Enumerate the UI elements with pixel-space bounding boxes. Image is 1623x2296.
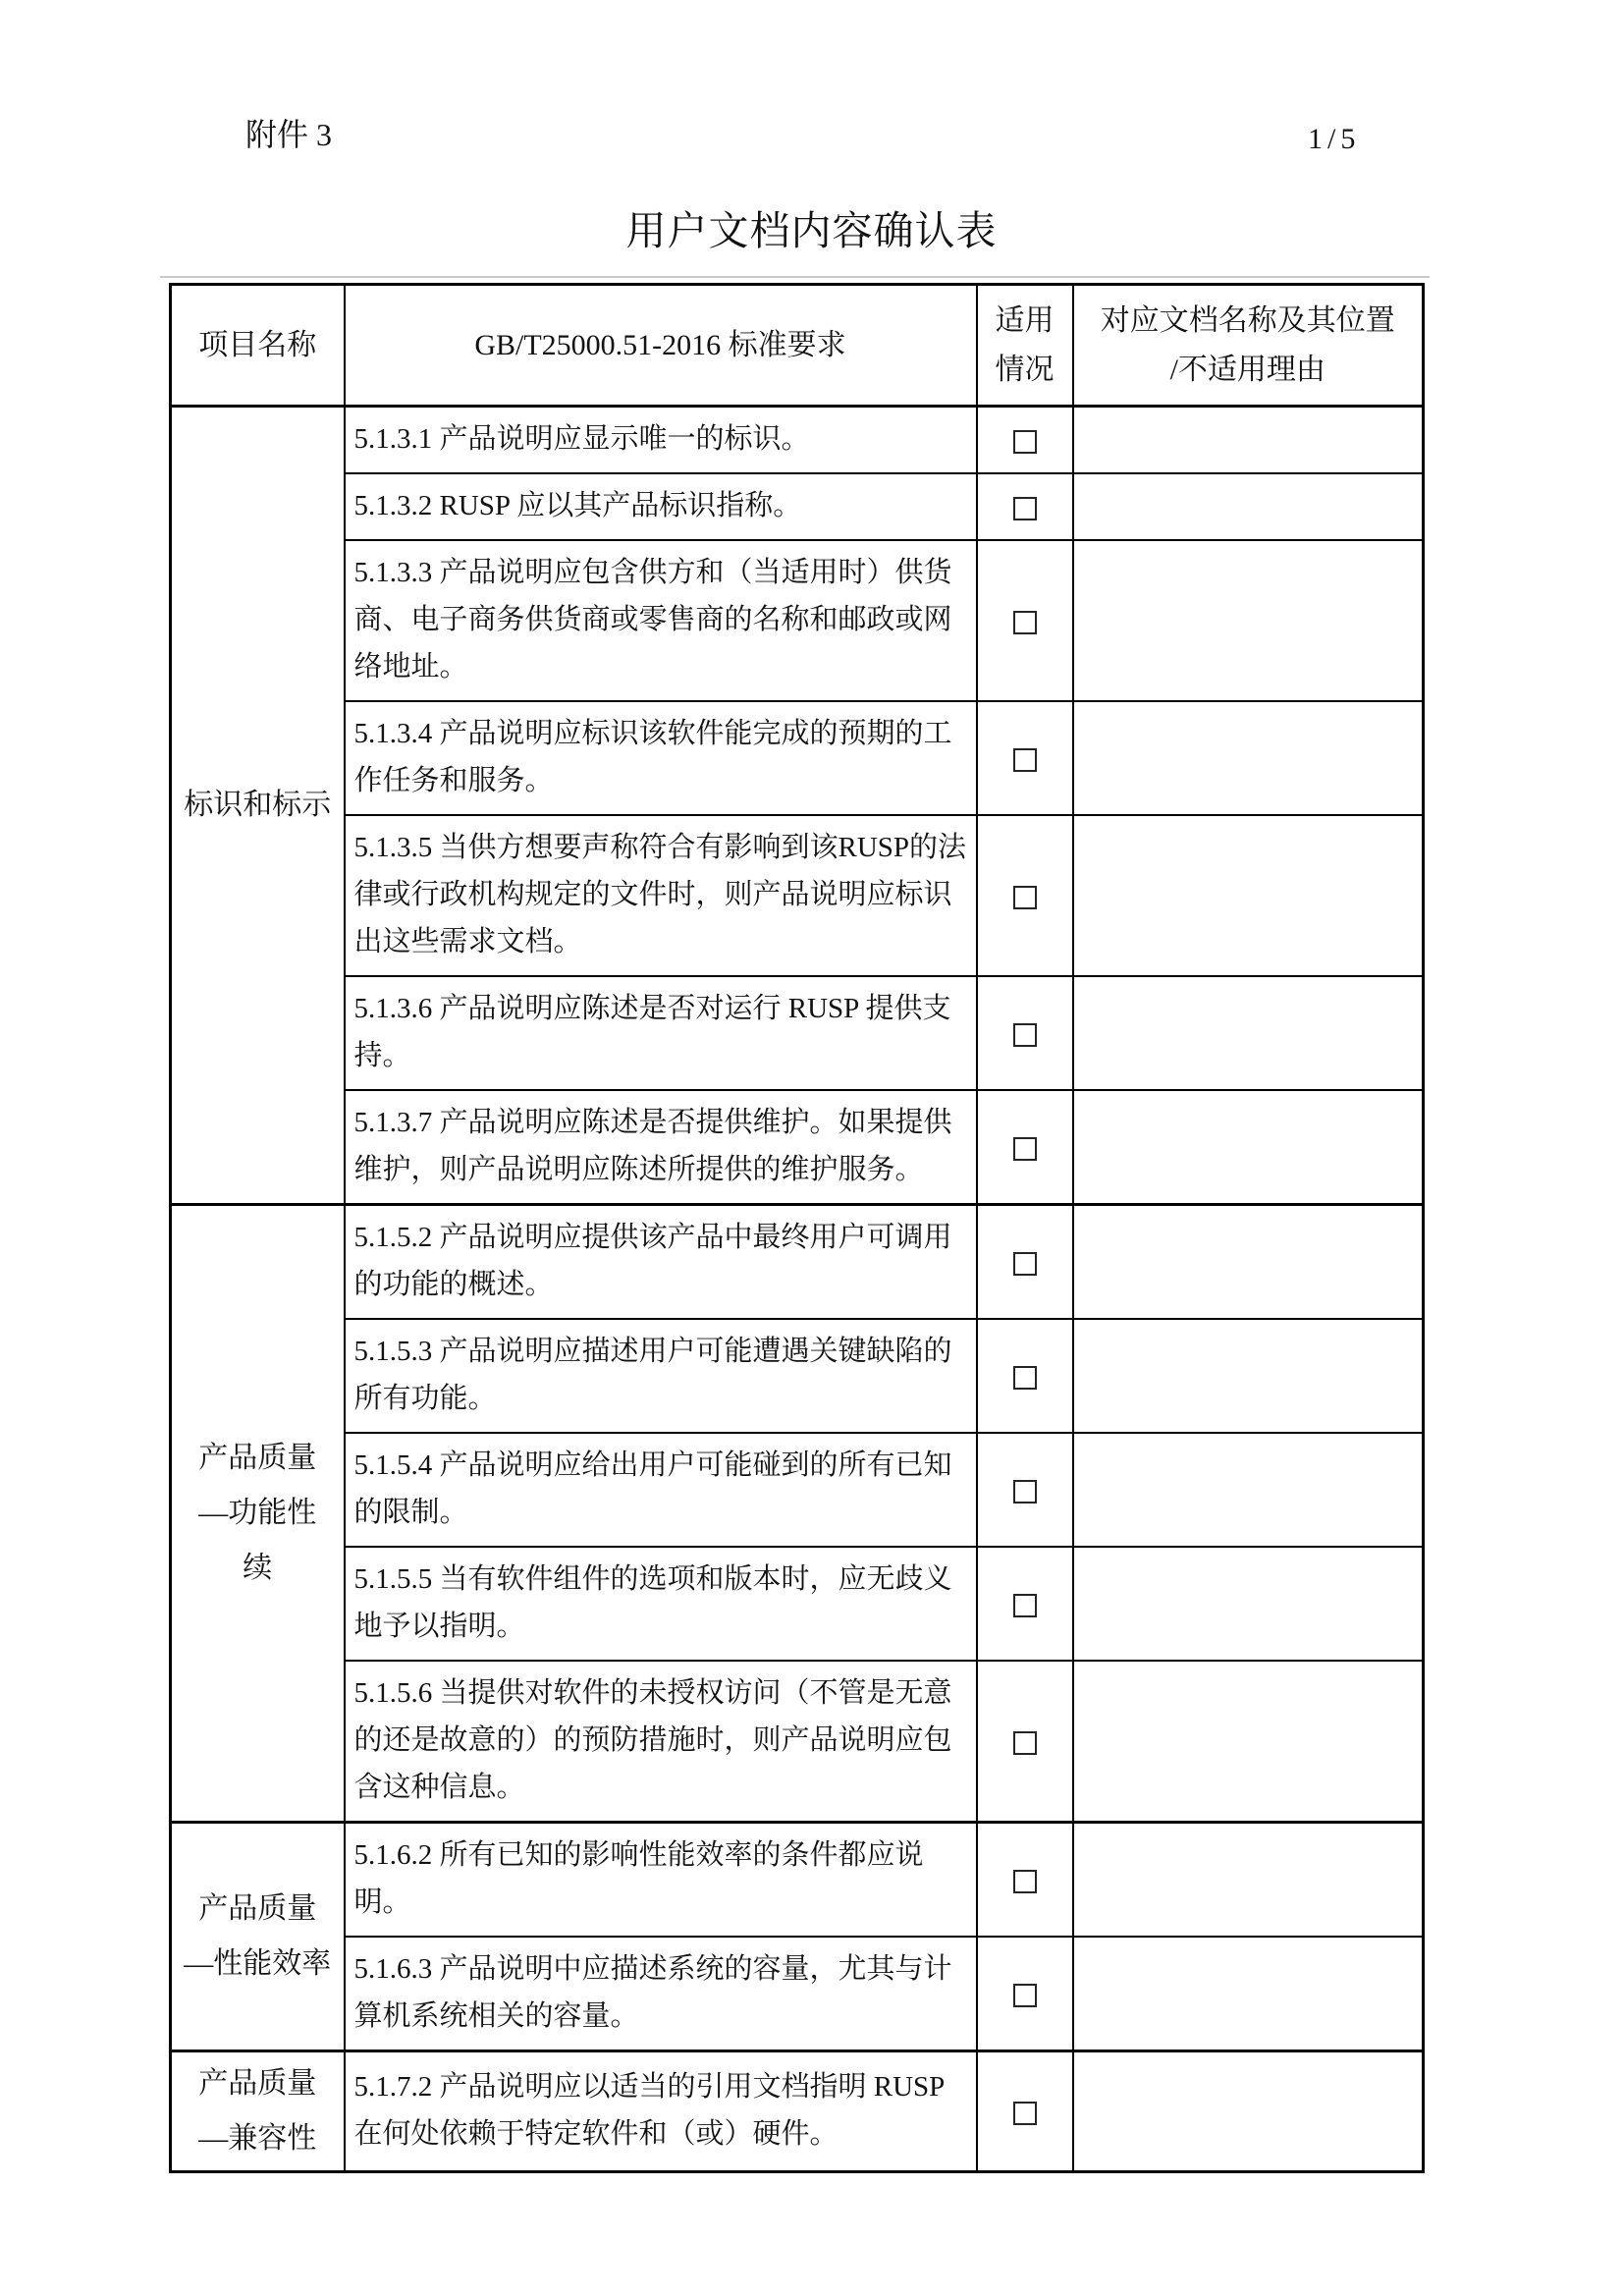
- header-project-name: 项目名称: [171, 285, 345, 407]
- requirement-cell: 5.1.5.2 产品说明应提供该产品中最终用户可调用的功能的概述。: [345, 1205, 977, 1320]
- project-name-cell: [171, 1205, 345, 1823]
- project-name-line: —兼容性: [198, 2122, 317, 2155]
- table-row: [171, 1547, 1424, 1661]
- confirmation-table-body: [171, 407, 1424, 2172]
- requirement-cell: 5.1.3.5 当供方想要声称符合有影响到该RUSP的法律或行政机构规定的文件时，则产品说明应标识出这些需求文档。: [345, 815, 977, 976]
- table-row: [171, 1319, 1424, 1433]
- applicable-checkbox[interactable]: [1013, 886, 1037, 909]
- doc-location-cell: [1073, 976, 1424, 1090]
- table-row: [171, 540, 1424, 701]
- table-row: [171, 1205, 1424, 1320]
- requirement-cell: 5.1.3.3 产品说明应包含供方和（当适用时）供货商、电子商务供货商或零售商的名称和邮政或网络地址。: [345, 540, 977, 701]
- confirmation-table: [169, 283, 1425, 2173]
- applicable-cell: [977, 1319, 1073, 1433]
- doc-location-cell: [1073, 1937, 1424, 2051]
- requirement-cell: 5.1.3.2 RUSP 应以其产品标识指称。: [345, 473, 977, 540]
- applicable-cell: [977, 976, 1073, 1090]
- doc-location-cell: [1073, 1433, 1424, 1547]
- doc-location-cell: [1073, 540, 1424, 701]
- doc-location-cell: [1073, 473, 1424, 540]
- applicable-cell: [977, 1090, 1073, 1205]
- applicable-checkbox[interactable]: [1013, 1137, 1037, 1161]
- project-name-cell: [171, 407, 345, 1205]
- requirement-cell: 5.1.5.4 产品说明应给出用户可能碰到的所有已知的限制。: [345, 1433, 977, 1547]
- table-row: [171, 1433, 1424, 1547]
- page-number: 1/5: [1308, 123, 1361, 155]
- header-applicable-line1: 适用: [995, 303, 1055, 337]
- table-row: [171, 473, 1424, 540]
- applicable-checkbox[interactable]: [1013, 1480, 1037, 1503]
- project-name-line: 续: [243, 1552, 273, 1584]
- applicable-cell: [977, 701, 1073, 815]
- project-name-cell: [171, 2051, 345, 2172]
- project-name-line: 产品质量: [198, 2067, 317, 2100]
- project-name-line: 标识和标示: [184, 789, 332, 821]
- table-row: [171, 815, 1424, 976]
- doc-location-cell: [1073, 815, 1424, 976]
- project-name-line: —功能性: [198, 1497, 317, 1529]
- applicable-cell: [977, 1547, 1073, 1661]
- applicable-checkbox[interactable]: [1013, 1252, 1037, 1276]
- requirement-cell: 5.1.3.4 产品说明应标识该软件能完成的预期的工作任务和服务。: [345, 701, 977, 815]
- doc-location-cell: [1073, 1090, 1424, 1205]
- applicable-checkbox[interactable]: [1013, 430, 1037, 454]
- page-title: 用户文档内容确认表: [625, 208, 998, 253]
- applicable-cell: [977, 1937, 1073, 2051]
- doc-location-cell: [1073, 1661, 1424, 1823]
- applicable-checkbox[interactable]: [1013, 1870, 1037, 1893]
- scan-artifact-line: [160, 276, 1430, 278]
- table-row: [171, 2051, 1424, 2172]
- applicable-cell: [977, 473, 1073, 540]
- applicable-checkbox[interactable]: [1013, 1023, 1037, 1047]
- project-name-cell: [171, 1823, 345, 2051]
- doc-location-cell: [1073, 1319, 1424, 1433]
- table-row: [171, 976, 1424, 1090]
- table-row: [171, 701, 1424, 815]
- table-row: [171, 1823, 1424, 1938]
- doc-location-cell: [1073, 407, 1424, 474]
- header-doc-location: [1073, 285, 1424, 407]
- applicable-checkbox[interactable]: [1013, 1731, 1037, 1755]
- header-doc-line2: /不适用理由: [1169, 353, 1325, 386]
- project-name-line: 产品质量: [198, 1892, 317, 1925]
- applicable-checkbox[interactable]: [1013, 748, 1037, 772]
- applicable-cell: [977, 407, 1073, 474]
- applicable-checkbox[interactable]: [1013, 1984, 1037, 2007]
- applicable-checkbox[interactable]: [1013, 611, 1037, 634]
- requirement-cell: 5.1.3.6 产品说明应陈述是否对运行 RUSP 提供支持。: [345, 976, 977, 1090]
- applicable-cell: [977, 1205, 1073, 1320]
- doc-location-cell: [1073, 2051, 1424, 2172]
- applicable-cell: [977, 1433, 1073, 1547]
- requirement-cell: 5.1.7.2 产品说明应以适当的引用文档指明 RUSP 在何处依赖于特定软件和（或）硬件。: [345, 2051, 977, 2172]
- applicable-cell: [977, 540, 1073, 701]
- applicable-checkbox[interactable]: [1013, 497, 1037, 520]
- requirement-cell: 5.1.6.3 产品说明中应描述系统的容量，尤其与计算机系统相关的容量。: [345, 1937, 977, 2051]
- doc-location-cell: [1073, 1547, 1424, 1661]
- requirement-cell: 5.1.5.3 产品说明应描述用户可能遭遇关键缺陷的所有功能。: [345, 1319, 977, 1433]
- requirement-cell: 5.1.6.2 所有已知的影响性能效率的条件都应说明。: [345, 1823, 977, 1938]
- table-row: [171, 1661, 1424, 1823]
- doc-location-cell: [1073, 701, 1424, 815]
- doc-location-cell: [1073, 1823, 1424, 1938]
- applicable-checkbox[interactable]: [1013, 2102, 1037, 2125]
- applicable-cell: [977, 1823, 1073, 1938]
- applicable-cell: [977, 815, 1073, 976]
- applicable-cell: [977, 1661, 1073, 1823]
- applicable-checkbox[interactable]: [1013, 1366, 1037, 1390]
- table-row: [171, 1090, 1424, 1205]
- attachment-label: 附件 3: [245, 117, 333, 152]
- header-applicable-line2: 情况: [995, 353, 1055, 386]
- header-applicable-status: [977, 285, 1073, 407]
- table-header-row: [171, 285, 1424, 407]
- requirement-cell: 5.1.3.1 产品说明应显示唯一的标识。: [345, 407, 977, 474]
- project-name-line: 产品质量: [198, 1442, 317, 1474]
- requirement-cell: 5.1.5.5 当有软件组件的选项和版本时，应无歧义地予以指明。: [345, 1547, 977, 1661]
- applicable-cell: [977, 2051, 1073, 2172]
- doc-location-cell: [1073, 1205, 1424, 1320]
- requirement-cell: 5.1.3.7 产品说明应陈述是否提供维护。如果提供维护，则产品说明应陈述所提供的维护服务。: [345, 1090, 977, 1205]
- applicable-checkbox[interactable]: [1013, 1594, 1037, 1617]
- requirement-cell: 5.1.5.6 当提供对软件的未授权访问（不管是无意的还是故意的）的预防措施时，则产品说明应包含这种信息。: [345, 1661, 977, 1823]
- table-row: [171, 407, 1424, 474]
- header-standard-requirement: GB/T25000.51-2016 标准要求: [345, 285, 977, 407]
- project-name-line: —性能效率: [184, 1947, 332, 1980]
- table-row: [171, 1937, 1424, 2051]
- header-doc-line1: 对应文档名称及其位置: [1100, 303, 1395, 337]
